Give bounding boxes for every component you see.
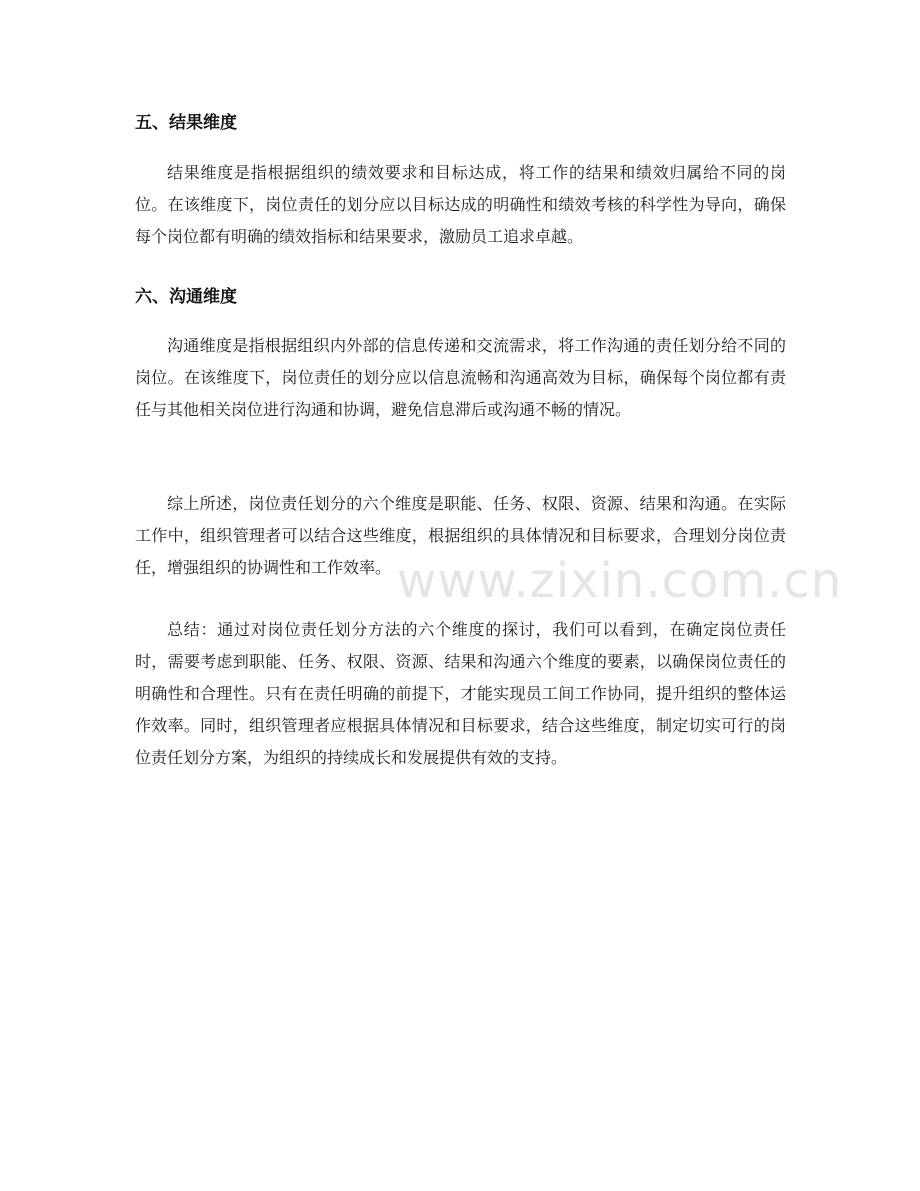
section-5 [135,111,786,135]
section-5-heading: 五、结果维度 [135,113,237,133]
watermark-text: www.zixin.com.cn [397,553,843,609]
conclusion-block [135,614,786,774]
conclusion-paragraph: 总结：通过对岗位责任划分方法的六个维度的探讨，我们可以看到，在确定岗位责任时，需要考虑到职能、任务、权限、资源、结果和沟通六个维度的要素，以确保岗位责任的明确性和合理性。只有在责任明确的前提下，才能实现员工间工作协同，提升组织的整体运作效率。同时，组织管理者应根据具体情况和目标要求，结合这些维度，制定切实可行的岗位责任划分方案，为组织的持续成长和发展提供有效的支持。 [135,620,786,767]
section-6-heading: 六、沟通维度 [135,287,237,307]
section-5-paragraph: 结果维度是指根据组织的绩效要求和目标达成，将工作的结果和绩效归属给不同的岗位。在该维度下，岗位责任的划分应以目标达成的明确性和绩效考核的科学性为导向，确保每个岗位都有明确的绩效指标和结果要求，激励员工追求卓越。 [135,163,786,246]
section-6-paragraph: 沟通维度是指根据组织内外部的信息传递和交流需求，将工作沟通的责任划分给不同的岗位。在该维度下，岗位责任的划分应以信息流畅和沟通高效为目标，确保每个岗位都有责任与其他相关岗位进行沟通和协调，避免信息滞后或沟通不畅的情况。 [135,336,786,419]
section-5-body [135,157,786,253]
summary-paragraph: 综上所述，岗位责任划分的六个维度是职能、任务、权限、资源、结果和沟通。在实际工作中，组织管理者可以结合这些维度，根据组织的具体情况和目标要求，合理划分岗位责任，增强组织的协调性和工作效率。 [135,494,786,577]
section-6 [135,285,786,309]
section-6-body [135,330,786,426]
summary-block [135,488,786,584]
